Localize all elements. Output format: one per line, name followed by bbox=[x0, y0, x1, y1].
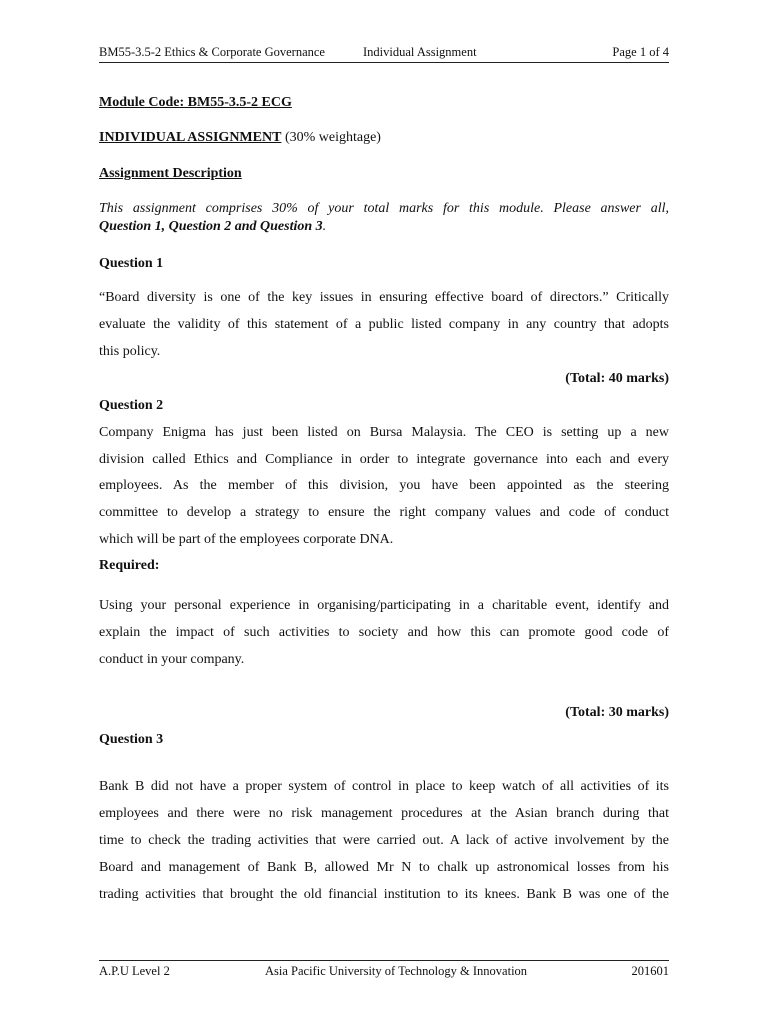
question-1-line: this policy. bbox=[99, 344, 161, 359]
question-3-line: Bank B did not have a proper system of control in place to keep watch of all activities of its bbox=[99, 779, 669, 794]
question-3-line: Board and management of Bank B, allowed Mr N to chalk up astronomical losses from his bbox=[99, 860, 669, 875]
header-doc-type: Individual Assignment bbox=[363, 45, 477, 59]
question-2-line: committee to develop a strategy to ensure the right company values and code of conduct bbox=[99, 505, 669, 520]
question-2-line: Company Enigma has just been listed on Bursa Malaysia. The CEO is setting up a new bbox=[99, 425, 669, 440]
question-3-heading: Question 3 bbox=[99, 732, 164, 747]
assignment-title: INDIVIDUAL ASSIGNMENT bbox=[99, 130, 282, 145]
question-1-line: “Board diversity is one of the key issues in ensuring effective board of directors.” Critically bbox=[99, 290, 669, 305]
assignment-title-line bbox=[99, 130, 381, 146]
question-2-heading: Question 2 bbox=[99, 398, 164, 413]
question-2-line: employees. As the member of this division, you have been appointed as the steering bbox=[99, 478, 669, 493]
footer-university: Asia Pacific University of Technology & Innovation bbox=[265, 964, 528, 978]
header-course: BM55-3.5-2 Ethics & Corporate Governance bbox=[99, 45, 325, 59]
question-1-total: (Total: 40 marks) bbox=[565, 371, 669, 386]
question-2-line: which will be part of the employees corporate DNA. bbox=[99, 532, 394, 547]
header-page-number: Page 1 of 4 bbox=[612, 45, 669, 59]
question-3-line: time to check the trading activities that were carried out. A lack of active involvement by the bbox=[99, 833, 669, 848]
question-3-line: trading activities that brought the old financial institution to its knees. Bank B was one of the bbox=[99, 887, 669, 902]
footer-intake-code: 201601 bbox=[631, 964, 669, 978]
description-line-1: This assignment comprises 30% of your total marks for this module. Please answer all, bbox=[99, 201, 669, 216]
header-rule bbox=[99, 62, 669, 63]
question-2-required-line: explain the impact of such activities to society and how this can promote good code of bbox=[99, 625, 669, 640]
description-questions: Question 1, Question 2 and Question 3 bbox=[99, 219, 323, 234]
question-2-required-label: Required: bbox=[99, 558, 160, 573]
question-2-line: division called Ethics and Compliance in order to integrate governance into each and every bbox=[99, 452, 669, 467]
question-2-total: (Total: 30 marks) bbox=[565, 705, 669, 720]
description-heading: Assignment Description bbox=[99, 166, 242, 181]
question-1-line: evaluate the validity of this statement of a public listed company in any country that adopts bbox=[99, 317, 669, 332]
module-code: Module Code: BM55-3.5-2 ECG bbox=[99, 95, 292, 110]
question-3-line: employees and there were no risk management procedures at the Asian branch during that bbox=[99, 806, 669, 821]
footer-rule bbox=[99, 960, 669, 961]
question-2-required-line: conduct in your company. bbox=[99, 652, 245, 667]
question-2-required-line: Using your personal experience in organising/participating in a charitable event, identify and bbox=[99, 598, 669, 613]
description-line-2: Question 1, Question 2 and Question 3. bbox=[99, 219, 327, 234]
assignment-weightage: (30% weightage) bbox=[281, 130, 381, 145]
footer-level: A.P.U Level 2 bbox=[99, 964, 170, 978]
question-1-heading: Question 1 bbox=[99, 256, 164, 271]
